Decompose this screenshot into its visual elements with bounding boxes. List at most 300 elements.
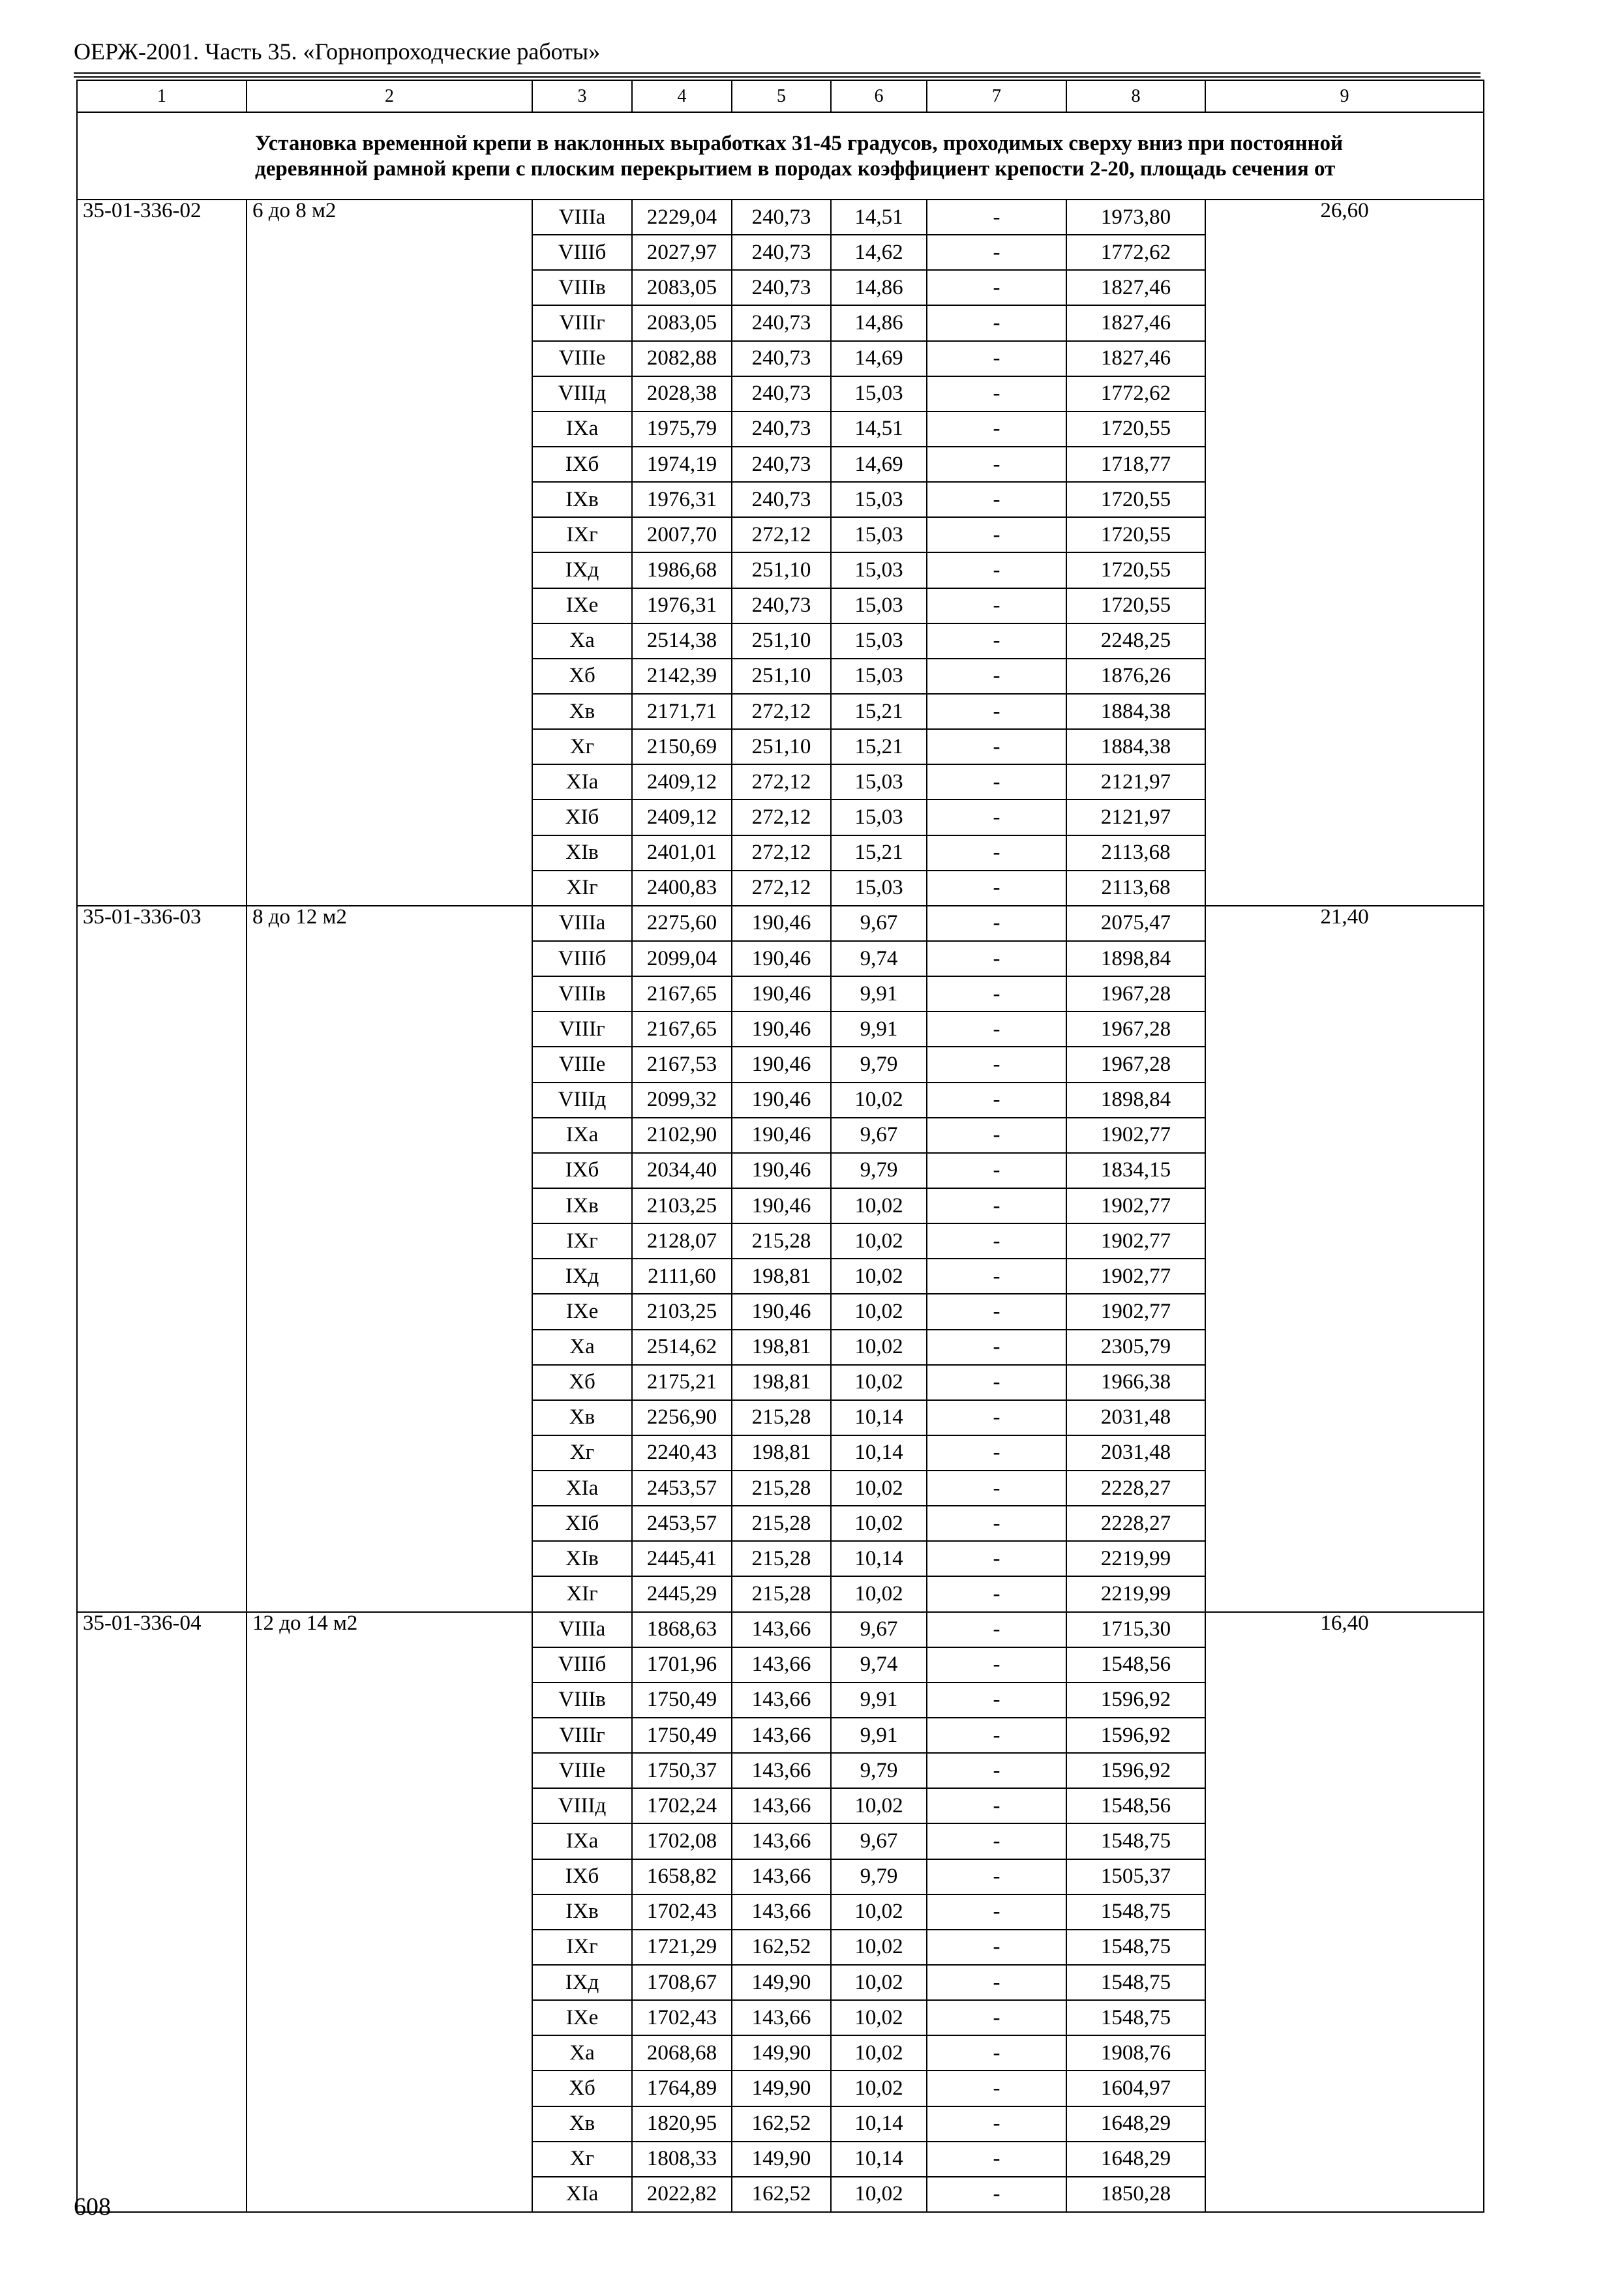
value-cell: 2022,82 (632, 2177, 732, 2212)
value-cell: 240,73 (732, 235, 831, 270)
value-cell: 15,03 (831, 659, 927, 694)
value-cell: 15,03 (831, 764, 927, 800)
region-class-cell: IXд (532, 1259, 632, 1294)
column-number: 9 (1205, 80, 1484, 112)
value-cell: - (927, 2177, 1066, 2212)
value-cell: 15,03 (831, 517, 927, 552)
value-cell: - (927, 1930, 1066, 1965)
value-cell: 2248,25 (1066, 623, 1205, 659)
value-cell: 10,14 (831, 1400, 927, 1435)
value-cell: 14,86 (831, 270, 927, 305)
value-cell: 149,90 (732, 2035, 831, 2071)
value-cell: 215,28 (732, 1576, 831, 1611)
region-class-cell: IXе (532, 1294, 632, 1329)
value-cell: 240,73 (732, 376, 831, 411)
value-cell: 2082,88 (632, 341, 732, 376)
value-cell: 190,46 (732, 1047, 831, 1082)
value-cell: - (927, 588, 1066, 623)
value-cell: 1721,29 (632, 1930, 732, 1965)
region-class-cell: Xг (532, 2142, 632, 2177)
value-cell: 10,02 (831, 1506, 927, 1541)
value-cell: 1827,46 (1066, 305, 1205, 340)
value-cell: 9,79 (831, 1753, 927, 1788)
value-cell: 2027,97 (632, 235, 732, 270)
value-cell: - (927, 1718, 1066, 1753)
value-cell: 215,28 (732, 1471, 831, 1506)
value-cell: 272,12 (732, 764, 831, 800)
value-cell: - (927, 200, 1066, 235)
value-cell: 1548,75 (1066, 1930, 1205, 1965)
value-cell: 251,10 (732, 729, 831, 764)
value-cell: 2409,12 (632, 800, 732, 835)
value-cell: 2445,29 (632, 1576, 732, 1611)
value-cell: 1973,80 (1066, 200, 1205, 235)
value-cell: 2121,97 (1066, 764, 1205, 800)
value-cell: 10,02 (831, 1894, 927, 1930)
value-cell: - (927, 1188, 1066, 1223)
region-class-cell: XIб (532, 1506, 632, 1541)
value-cell: 1772,62 (1066, 376, 1205, 411)
value-cell: 1702,08 (632, 1823, 732, 1859)
value-cell: 198,81 (732, 1330, 831, 1365)
value-cell: 1505,37 (1066, 1859, 1205, 1894)
value-cell: 2031,48 (1066, 1400, 1205, 1435)
value-cell: 1820,95 (632, 2106, 732, 2142)
value-cell: 10,02 (831, 2035, 927, 2071)
rates-table (76, 80, 1484, 2213)
value-cell: 15,03 (831, 376, 927, 411)
value-cell: - (927, 411, 1066, 447)
value-cell: 1548,56 (1066, 1788, 1205, 1823)
value-cell: 240,73 (732, 588, 831, 623)
value-cell: 10,02 (831, 1223, 927, 1259)
value-cell: 1967,28 (1066, 976, 1205, 1011)
value-cell: 240,73 (732, 270, 831, 305)
value-cell: 2103,25 (632, 1188, 732, 1223)
column-number: 8 (1066, 80, 1205, 112)
region-class-cell: Xа (532, 1330, 632, 1365)
value-cell: - (927, 1506, 1066, 1541)
value-cell: 2175,21 (632, 1365, 732, 1400)
value-cell: 190,46 (732, 976, 831, 1011)
value-cell: 2305,79 (1066, 1330, 1205, 1365)
value-cell: 1750,49 (632, 1718, 732, 1753)
value-cell: 10,02 (831, 1788, 927, 1823)
column-number-row (77, 80, 1484, 112)
rate-code-cell: 35-01-336-03 (77, 906, 247, 1612)
value-cell: 1596,92 (1066, 1718, 1205, 1753)
value-cell: 240,73 (732, 411, 831, 447)
value-cell: 1648,29 (1066, 2106, 1205, 2142)
value-cell: - (927, 941, 1066, 976)
value-cell: 1976,31 (632, 588, 732, 623)
value-cell: 1986,68 (632, 552, 732, 588)
value-cell: 1702,24 (632, 1788, 732, 1823)
value-cell: 190,46 (732, 1011, 831, 1047)
value-cell: - (927, 1365, 1066, 1400)
value-cell: 149,90 (732, 1965, 831, 2000)
value-cell: - (927, 1047, 1066, 1082)
value-cell: 2514,38 (632, 623, 732, 659)
value-cell: 215,28 (732, 1506, 831, 1541)
value-cell: 251,10 (732, 623, 831, 659)
value-cell: 2229,04 (632, 200, 732, 235)
value-cell: 272,12 (732, 871, 831, 906)
value-cell: 14,69 (831, 341, 927, 376)
value-cell: 1898,84 (1066, 1083, 1205, 1118)
value-cell: 14,51 (831, 200, 927, 235)
region-class-cell: Xа (532, 2035, 632, 2071)
value-cell: 2111,60 (632, 1259, 732, 1294)
value-cell: 15,03 (831, 552, 927, 588)
value-cell: 240,73 (732, 447, 831, 482)
value-cell: 2113,68 (1066, 835, 1205, 871)
value-cell: 9,67 (831, 1118, 927, 1153)
value-cell: 9,67 (831, 1612, 927, 1647)
value-cell: - (927, 1011, 1066, 1047)
value-cell: 240,73 (732, 200, 831, 235)
value-cell: 1902,77 (1066, 1294, 1205, 1329)
value-cell: 10,02 (831, 1965, 927, 2000)
value-cell: - (927, 2142, 1066, 2177)
value-cell: 272,12 (732, 694, 831, 729)
value-cell: 2113,68 (1066, 871, 1205, 906)
value-cell: 2121,97 (1066, 800, 1205, 835)
value-cell: 2075,47 (1066, 906, 1205, 941)
value-cell: 1718,77 (1066, 447, 1205, 482)
region-class-cell: XIв (532, 835, 632, 871)
value-cell: 9,91 (831, 1683, 927, 1718)
value-cell: 1604,97 (1066, 2071, 1205, 2106)
value-cell: 2453,57 (632, 1506, 732, 1541)
column-number: 6 (831, 80, 927, 112)
value-cell: 1750,49 (632, 1683, 732, 1718)
value-cell: 2142,39 (632, 659, 732, 694)
value-cell: - (927, 1435, 1066, 1471)
value-cell: 2099,32 (632, 1083, 732, 1118)
region-class-cell: Xб (532, 1365, 632, 1400)
value-cell: 2445,41 (632, 1541, 732, 1576)
value-cell: 2083,05 (632, 305, 732, 340)
value-cell: - (927, 1647, 1066, 1683)
region-class-cell: XIг (532, 871, 632, 906)
value-cell: 9,79 (831, 1153, 927, 1188)
value-cell: 1596,92 (1066, 1753, 1205, 1788)
value-cell: 1702,43 (632, 1894, 732, 1930)
value-cell: 1898,84 (1066, 941, 1205, 976)
value-cell: 1548,75 (1066, 1894, 1205, 1930)
value-cell: 15,03 (831, 588, 927, 623)
value-cell: 215,28 (732, 1400, 831, 1435)
value-cell: - (927, 2035, 1066, 2071)
value-cell: 240,73 (732, 482, 831, 517)
value-cell: - (927, 1153, 1066, 1188)
value-cell: 1884,38 (1066, 694, 1205, 729)
page-header-title: ОЕРЖ-2001. Часть 35. «Горнопроходческие работы» (74, 38, 601, 65)
value-cell: 2167,65 (632, 976, 732, 1011)
value-cell: - (927, 305, 1066, 340)
value-cell: 9,91 (831, 1718, 927, 1753)
value-cell: 2409,12 (632, 764, 732, 800)
region-class-cell: IXг (532, 1223, 632, 1259)
region-class-cell: XIб (532, 800, 632, 835)
value-cell: 2007,70 (632, 517, 732, 552)
value-cell: 15,03 (831, 871, 927, 906)
value-cell: 1596,92 (1066, 1683, 1205, 1718)
region-class-cell: VIIIа (532, 200, 632, 235)
rate-code-cell: 35-01-336-02 (77, 200, 247, 906)
header-rule-double (74, 76, 1481, 78)
value-cell: 10,14 (831, 1541, 927, 1576)
value-cell: 251,10 (732, 552, 831, 588)
value-cell: - (927, 1083, 1066, 1118)
value-cell: 1701,96 (632, 1647, 732, 1683)
value-cell: 9,67 (831, 1823, 927, 1859)
region-class-cell: Xб (532, 659, 632, 694)
value-cell: 9,91 (831, 976, 927, 1011)
region-class-cell: VIIIг (532, 1011, 632, 1047)
region-class-cell: IXе (532, 588, 632, 623)
rate-code-cell: 35-01-336-04 (77, 1612, 247, 2212)
value-cell: - (927, 1859, 1066, 1894)
value-cell: - (927, 1788, 1066, 1823)
value-cell: 1868,63 (632, 1612, 732, 1647)
value-cell: 10,02 (831, 1365, 927, 1400)
value-cell: - (927, 376, 1066, 411)
value-cell: 143,66 (732, 1894, 831, 1930)
region-class-cell: IXд (532, 1965, 632, 2000)
region-class-cell: VIIIд (532, 1083, 632, 1118)
value-cell: 10,02 (831, 1576, 927, 1611)
value-cell: 1966,38 (1066, 1365, 1205, 1400)
region-class-cell: IXа (532, 1118, 632, 1153)
section-header-row (77, 112, 1484, 200)
region-class-cell: IXв (532, 1894, 632, 1930)
value-cell: 10,02 (831, 1083, 927, 1118)
value-cell: 2453,57 (632, 1471, 732, 1506)
value-cell: 149,90 (732, 2142, 831, 2177)
region-class-cell: VIIIб (532, 1647, 632, 1683)
value-cell: 1850,28 (1066, 2177, 1205, 2212)
value-cell: 1834,15 (1066, 1153, 1205, 1188)
value-cell: 2034,40 (632, 1153, 732, 1188)
table-row (77, 906, 1484, 941)
value-cell: 1548,56 (1066, 1647, 1205, 1683)
value-cell: 2150,69 (632, 729, 732, 764)
value-cell: 2514,62 (632, 1330, 732, 1365)
value-cell: - (927, 1223, 1066, 1259)
region-class-cell: VIIIе (532, 1047, 632, 1082)
value-cell: 1548,75 (1066, 1965, 1205, 2000)
value-cell: 1764,89 (632, 2071, 732, 2106)
page-number: 608 (74, 2193, 111, 2221)
value-cell: 272,12 (732, 517, 831, 552)
region-class-cell: XIг (532, 1576, 632, 1611)
value-cell: 215,28 (732, 1223, 831, 1259)
value-cell: 2028,38 (632, 376, 732, 411)
value-cell: 1974,19 (632, 447, 732, 482)
value-cell: 149,90 (732, 2071, 831, 2106)
value-cell: 2171,71 (632, 694, 732, 729)
value-cell: 1902,77 (1066, 1118, 1205, 1153)
value-cell: - (927, 1294, 1066, 1329)
region-class-cell: IXе (532, 2000, 632, 2035)
value-cell: - (927, 694, 1066, 729)
region-class-cell: VIIIв (532, 270, 632, 305)
value-cell: 2256,90 (632, 1400, 732, 1435)
region-class-cell: VIIIг (532, 305, 632, 340)
region-class-cell: IXв (532, 1188, 632, 1223)
value-cell: 2400,83 (632, 871, 732, 906)
value-cell: 15,03 (831, 800, 927, 835)
value-cell: 10,02 (831, 2071, 927, 2106)
value-cell: 1967,28 (1066, 1047, 1205, 1082)
value-cell: 1720,55 (1066, 588, 1205, 623)
value-cell: 10,02 (831, 2177, 927, 2212)
region-class-cell: IXг (532, 1930, 632, 1965)
value-cell: - (927, 552, 1066, 588)
value-cell: 10,02 (831, 1294, 927, 1329)
value-cell: 1976,31 (632, 482, 732, 517)
value-cell: 1702,43 (632, 2000, 732, 2035)
value-cell: 1720,55 (1066, 411, 1205, 447)
region-class-cell: VIIIв (532, 976, 632, 1011)
value-cell: 190,46 (732, 1153, 831, 1188)
value-cell: 215,28 (732, 1541, 831, 1576)
value-cell: - (927, 1823, 1066, 1859)
region-class-cell: Xг (532, 1435, 632, 1471)
value-cell: 1772,62 (1066, 235, 1205, 270)
section-area-cell: 6 до 8 м2 (247, 200, 532, 906)
value-cell: - (927, 623, 1066, 659)
value-cell: 2103,25 (632, 1294, 732, 1329)
value-cell: 2102,90 (632, 1118, 732, 1153)
value-cell: 1902,77 (1066, 1259, 1205, 1294)
value-cell: 10,02 (831, 1471, 927, 1506)
section-area-cell: 8 до 12 м2 (247, 906, 532, 1612)
value-cell: 1876,26 (1066, 659, 1205, 694)
value-cell: 190,46 (732, 1118, 831, 1153)
value-cell: 240,73 (732, 341, 831, 376)
value-cell: 1967,28 (1066, 1011, 1205, 1047)
region-class-cell: IXв (532, 482, 632, 517)
value-cell: 2275,60 (632, 906, 732, 941)
value-cell: 1720,55 (1066, 482, 1205, 517)
value-cell: 9,74 (831, 1647, 927, 1683)
region-class-cell: XIа (532, 764, 632, 800)
value-cell: - (927, 341, 1066, 376)
region-class-cell: Xб (532, 2071, 632, 2106)
value-cell: 14,62 (831, 235, 927, 270)
value-cell: 14,51 (831, 411, 927, 447)
region-class-cell: IXб (532, 1153, 632, 1188)
value-cell: 272,12 (732, 835, 831, 871)
value-cell: 198,81 (732, 1365, 831, 1400)
value-cell: - (927, 659, 1066, 694)
region-class-cell: VIIIб (532, 941, 632, 976)
region-class-cell: VIIIд (532, 376, 632, 411)
value-cell: 190,46 (732, 1083, 831, 1118)
value-cell: - (927, 835, 1066, 871)
value-cell: - (927, 2000, 1066, 2035)
value-cell: 143,66 (732, 1718, 831, 1753)
value-cell: 190,46 (732, 1294, 831, 1329)
table-body (77, 80, 1484, 2212)
value-cell: 143,66 (732, 1859, 831, 1894)
region-class-cell: IXг (532, 517, 632, 552)
value-cell: 143,66 (732, 1753, 831, 1788)
value-cell: 2219,99 (1066, 1576, 1205, 1611)
value-cell: 190,46 (732, 1188, 831, 1223)
column-number: 2 (247, 80, 532, 112)
value-cell: 10,02 (831, 1259, 927, 1294)
region-class-cell: VIIIе (532, 1753, 632, 1788)
value-cell: 162,52 (732, 2177, 831, 2212)
column-number: 7 (927, 80, 1066, 112)
value-cell: - (927, 1965, 1066, 2000)
value-cell: 143,66 (732, 2000, 831, 2035)
value-cell: 9,79 (831, 1859, 927, 1894)
region-class-cell: IXб (532, 447, 632, 482)
column-number: 3 (532, 80, 632, 112)
region-class-cell: IXа (532, 411, 632, 447)
value-cell: 2228,27 (1066, 1471, 1205, 1506)
value-cell: - (927, 1118, 1066, 1153)
column-number: 4 (632, 80, 732, 112)
value-cell: 1548,75 (1066, 2000, 1205, 2035)
value-cell: 9,79 (831, 1047, 927, 1082)
value-cell: 1908,76 (1066, 2035, 1205, 2071)
value-cell: 10,14 (831, 2106, 927, 2142)
value-cell: 2031,48 (1066, 1435, 1205, 1471)
column-9-value-cell: 26,60 (1205, 200, 1484, 906)
value-cell: 2167,65 (632, 1011, 732, 1047)
value-cell: - (927, 976, 1066, 1011)
value-cell: 1548,75 (1066, 1823, 1205, 1859)
value-cell: 1808,33 (632, 2142, 732, 2177)
value-cell: - (927, 2071, 1066, 2106)
region-class-cell: IXд (532, 552, 632, 588)
value-cell: 15,21 (831, 835, 927, 871)
section-area-cell: 12 до 14 м2 (247, 1612, 532, 2212)
value-cell: - (927, 729, 1066, 764)
value-cell: - (927, 1612, 1066, 1647)
value-cell: - (927, 270, 1066, 305)
region-class-cell: VIIIе (532, 341, 632, 376)
region-class-cell: VIIIа (532, 906, 632, 941)
value-cell: - (927, 764, 1066, 800)
value-cell: 240,73 (732, 305, 831, 340)
value-cell: 198,81 (732, 1435, 831, 1471)
value-cell: 143,66 (732, 1647, 831, 1683)
value-cell: 1827,46 (1066, 341, 1205, 376)
value-cell: 2099,04 (632, 941, 732, 976)
value-cell: 10,14 (831, 2142, 927, 2177)
value-cell: - (927, 871, 1066, 906)
value-cell: - (927, 447, 1066, 482)
value-cell: - (927, 1259, 1066, 1294)
region-class-cell: XIв (532, 1541, 632, 1576)
value-cell: 10,02 (831, 2000, 927, 2035)
region-class-cell: IXб (532, 1859, 632, 1894)
value-cell: - (927, 1753, 1066, 1788)
value-cell: - (927, 1541, 1066, 1576)
region-class-cell: Xв (532, 1400, 632, 1435)
value-cell: 15,03 (831, 623, 927, 659)
value-cell: 272,12 (732, 800, 831, 835)
value-cell: 2083,05 (632, 270, 732, 305)
value-cell: 15,21 (831, 694, 927, 729)
